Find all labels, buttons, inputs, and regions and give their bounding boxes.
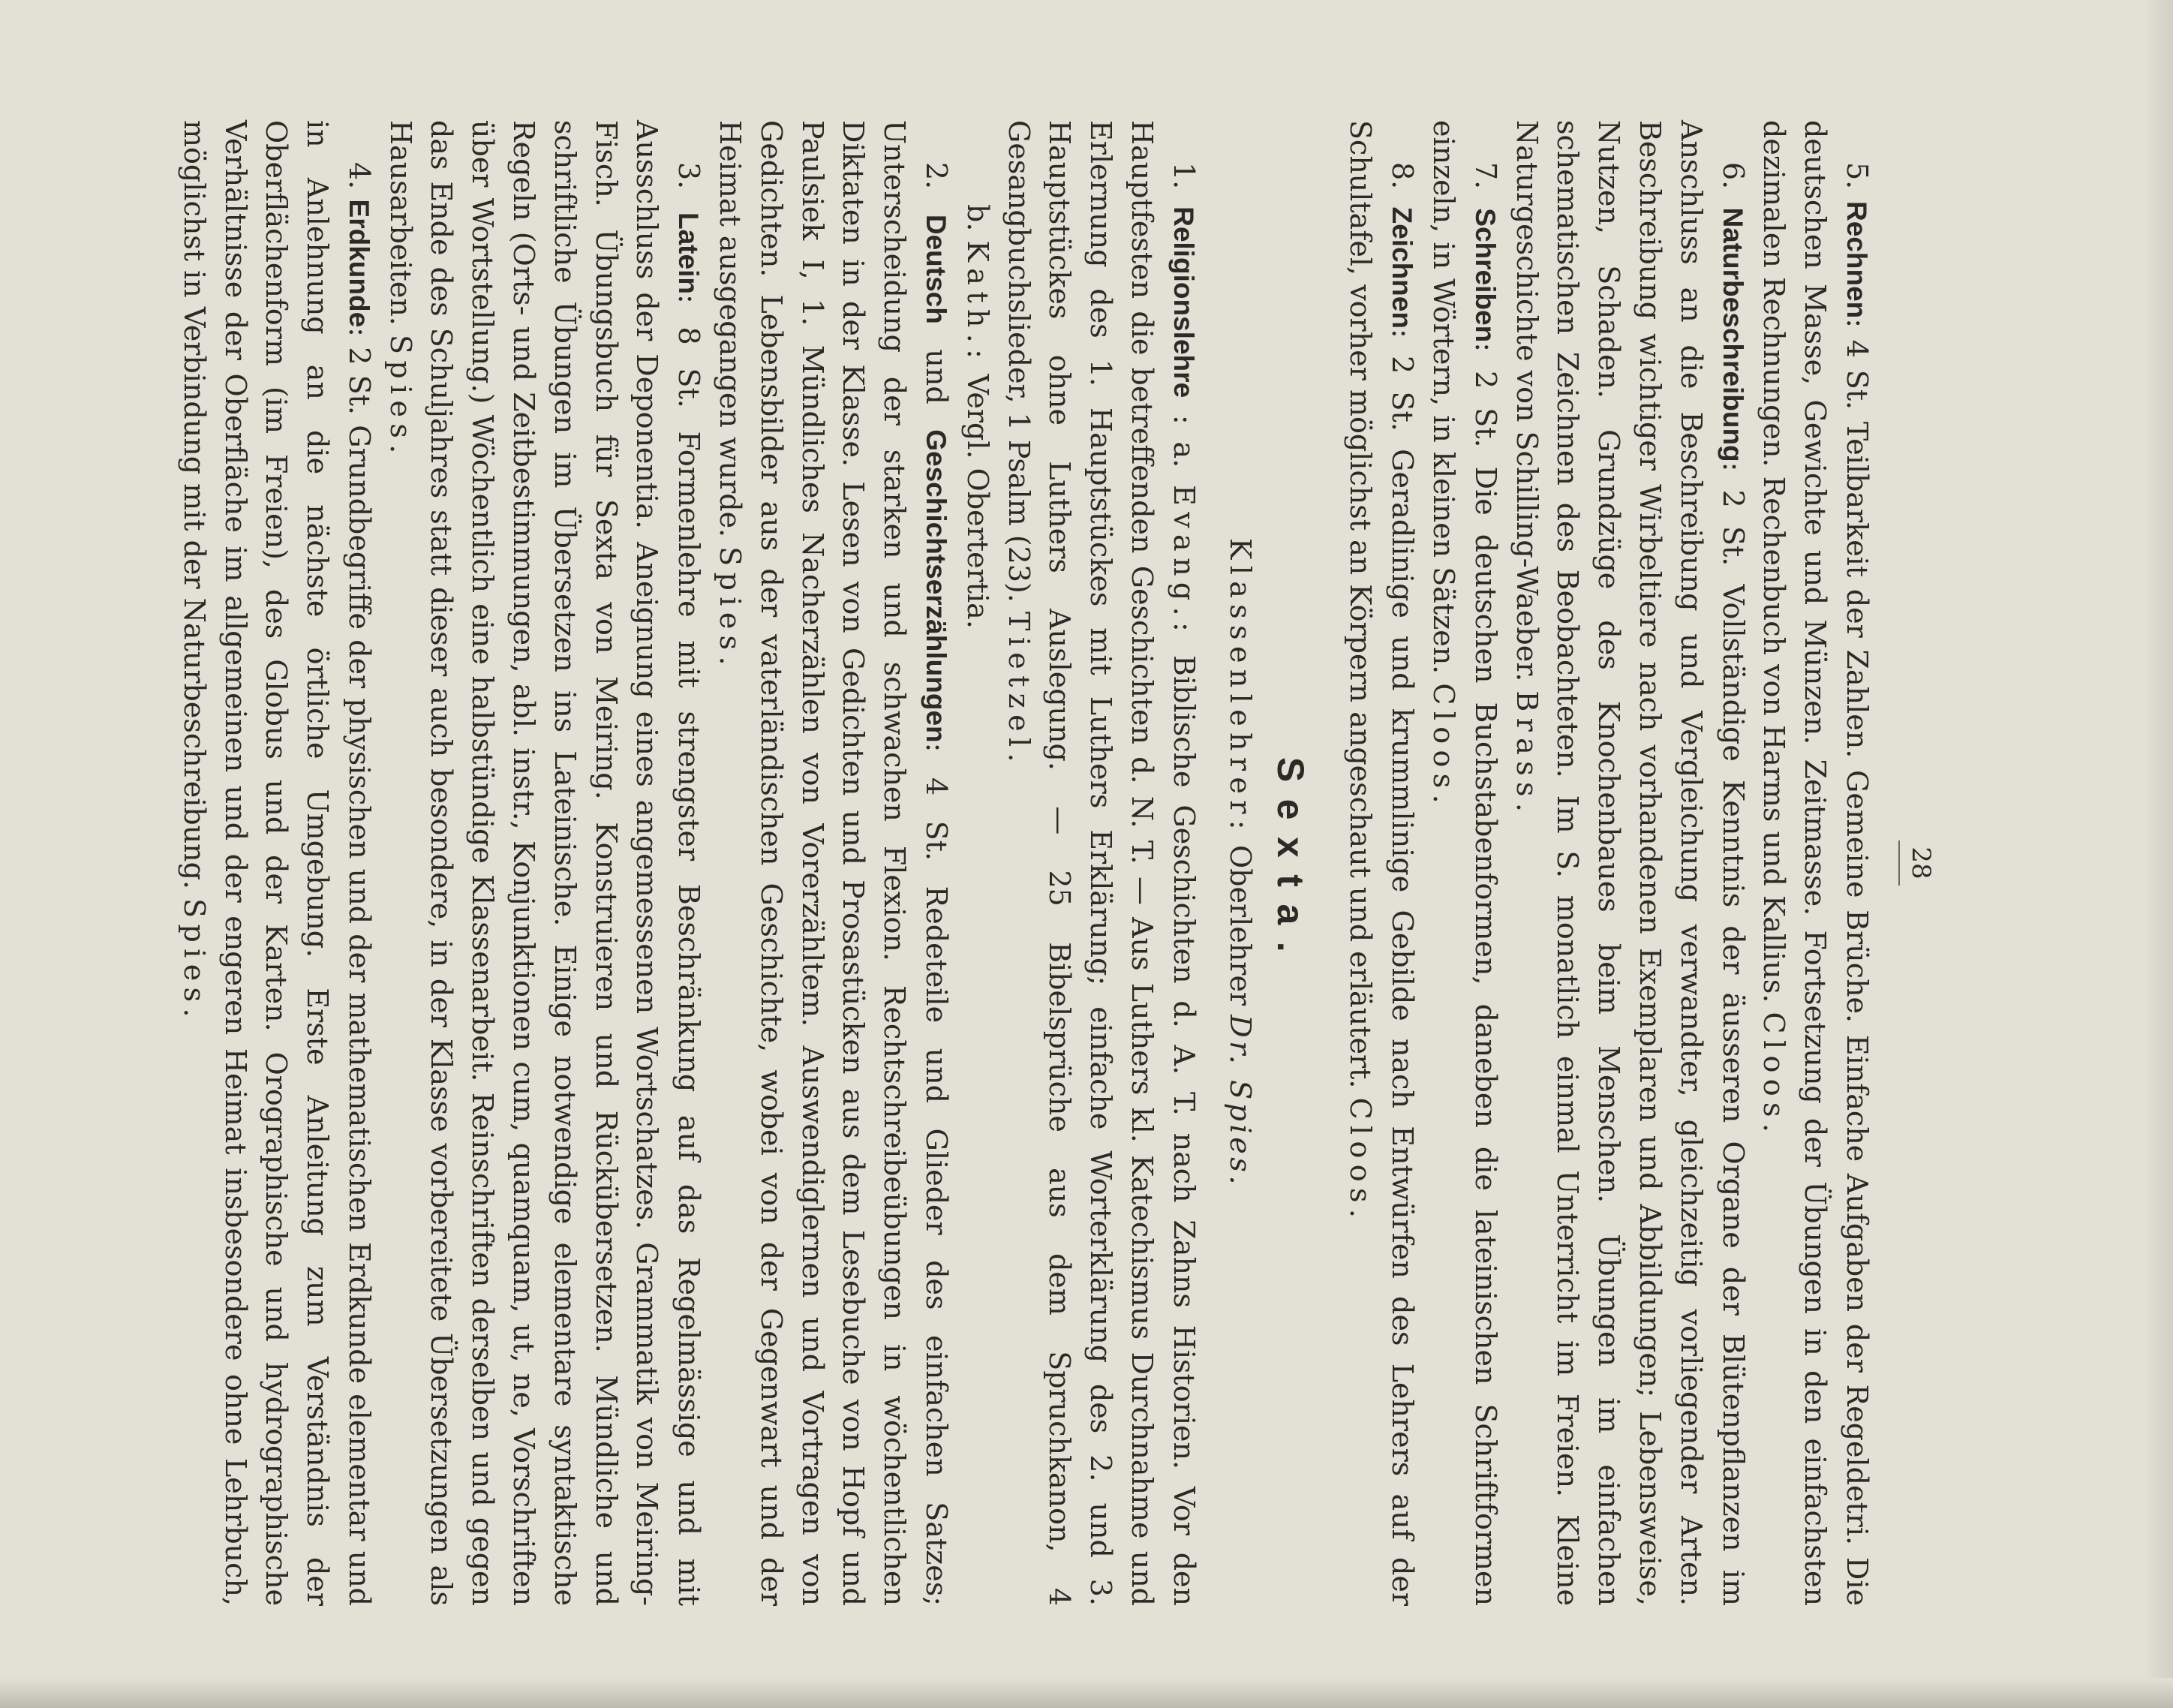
item-number: 7. xyxy=(1468,162,1502,190)
item-text: : 2 St. Vollständige Kenntnis der äusseren Organe der Blütenpflanzen im Anschluss an die Beschreibung und Vergleichung verwandter, gleichzeitig vorliegender Arten. Beschreibung wichtiger Wirbeltiere nach vorhandenen Exemplaren und Abbildungen; Lebensweise, Nutzen, Schaden. Grundzüge des Knochenbaues beim Menschen. Übungen im einfachen schematischen Zeichnen des Beobachteten. Im S. monatlich einmal Unterricht im Freien. Kleine Naturgeschichte von Schilling-Waeber. xyxy=(1510,120,1750,1606)
page-number: 28 xyxy=(1906,846,1936,880)
item-number: 6. xyxy=(1716,162,1750,190)
item-number: 5. xyxy=(1841,162,1874,190)
subject-heading-secondary: Geschichtserzählungen xyxy=(921,429,952,743)
item-religionslehre xyxy=(998,120,1204,1606)
item-separator: : a. xyxy=(1167,398,1201,468)
class-teacher-label: Klassenlehrer: xyxy=(1223,538,1257,836)
item-rechnen xyxy=(1754,120,1877,1606)
denomination-label: Kath.: xyxy=(960,240,994,365)
item-text: : 4 St. Teilbarkeit der Zahlen. Gemeine Brüche. Einfache Aufgaben der Regeldetri. Die deutschen Masse, Gewichte und Münzen. Zeitmasse. Fortsetzung der Übungen in den einfachsten dezimalen Rechnungen. Rechenbuch von Harms und Kallius. xyxy=(1757,120,1874,1606)
item-text: : 4 St. Redeteile und Glieder des einfachen Satzes; Unterscheidung der starken und schwachen Flexion. Rechtschreibeübungen in wöchentlichen Diktaten in der Klasse. Lesen von Gedichten und Prosastücken aus dem Lesebuche von Hopf und Paulsiek I, 1. Mündliches Nacherzählen von Vorerzähltem. Auswendiglernen und Vortragen von Gedichten. Lebensbilder aus der vaterländischen Geschichte, wobei von der Gegenwart und der Heimat ausgegangen wurde. xyxy=(714,120,954,1606)
item-schreiben xyxy=(1423,120,1506,1606)
page-number-rule xyxy=(1898,840,1900,886)
subject-heading: Religionslehre xyxy=(1168,206,1199,398)
item-number: 2. xyxy=(920,162,954,190)
item-number: 4. xyxy=(342,162,376,190)
subject-heading: Erdkunde xyxy=(343,199,374,328)
subject-heading: Rechnen xyxy=(1841,201,1872,319)
item-prefix: b. xyxy=(960,204,994,232)
teacher-name: Spies. xyxy=(383,334,417,460)
item-text: : 8 St. Formenlehre mit strengster Beschränkung auf das Regelmässige und mit Ausschluss der Deponentia. Aneignung eines angemessenen Wortschatzes. Grammatik von Meiring-Fisch. Übungsbuch für Sexta von Meiring. Konstruieren und Rückübersetzen. Mündliche und schriftliche Übungen im Übersetzen ins Lateinische. Einige notwendige elementare syntaktische Regeln (Orts- und Zeitbestimmungen, abl. instr., Konjunktionen cum, quamquam, ut, ne, Vorschriften über Wortstellung.) Wöchentlich eine halbstündige Klassenarbeit. Reinschriften derselben und gegen das Ende des Schuljahres statt dieser auch besondere, in der Klasse vorbereitete Übersetzungen als Hausarbeiten. xyxy=(383,120,706,1606)
subject-heading: Deutsch xyxy=(921,214,952,324)
class-teacher-name: Dr. Spies. xyxy=(1223,1015,1257,1188)
scan-edge-right xyxy=(2143,0,2173,1708)
item-connector: und xyxy=(920,323,954,430)
scan-edge-bottom xyxy=(0,1678,2173,1708)
teacher-name: Cloos. xyxy=(1344,1097,1378,1225)
subject-heading: Zeichnen xyxy=(1387,206,1418,329)
class-teacher-line xyxy=(1219,120,1261,1606)
item-text: : 2 St. Grundbegriffe der physischen und der mathematischen Erdkunde elementar und in Anlehnung an die nächste örtliche Umgebung. Erste Anleitung zum Verständnis der Oberflächenform (im Freien), des Globus und der Karten. Orographische und hydrographische Verhältnisse der Oberfläche im allgemeinen und der engeren Heimat insbesondere ohne Lehrbuch, möglichst in Verbindung mit der Naturbeschreibung. xyxy=(177,120,376,1606)
item-religion-kath xyxy=(957,120,998,1606)
class-teacher-rank: Oberlehrer xyxy=(1223,845,1257,1006)
item-text: : 2 St. Geradlinige und krummlinige Gebilde nach Entwürfen des Lehrers auf der Schultafel, vorher möglichst an Körpern angeschaut und erläutert. xyxy=(1344,120,1420,1606)
subject-heading: Schreiben xyxy=(1469,208,1501,343)
item-erdkunde xyxy=(173,120,380,1606)
item-latein xyxy=(380,120,709,1606)
document-page xyxy=(150,120,1936,1606)
item-zeichnen xyxy=(1340,120,1423,1606)
subject-heading: Latein xyxy=(673,212,705,294)
teacher-name: Tietzel. xyxy=(1002,612,1035,768)
item-naturbeschreibung xyxy=(1506,120,1754,1606)
subject-heading: Naturbeschreibung xyxy=(1717,207,1748,462)
teacher-name: Cloos. xyxy=(1757,1012,1791,1139)
item-number: 1. xyxy=(1167,162,1201,190)
item-deutsch xyxy=(709,120,957,1606)
teacher-name: Brass. xyxy=(1510,690,1543,819)
teacher-name: Spies. xyxy=(714,546,747,672)
teacher-name: Cloos. xyxy=(1427,683,1461,810)
item-number: 3. xyxy=(672,162,706,190)
item-text: : 2 St. Die deutschen Buchstabenformen, daneben die lateinischen Schriftformen einzeln, in Wörtern, in kleinen Sätzen. xyxy=(1427,120,1502,1606)
denomination-label: Evang.: xyxy=(1167,485,1201,639)
item-number: 8. xyxy=(1386,162,1420,190)
section-title: Sexta. xyxy=(1269,756,1312,970)
teacher-name: Spies. xyxy=(177,898,211,1024)
item-text: Biblische Geschichten d. A. T. nach Zahns Historien. Vor den Hauptfesten die betreffenden Geschichten d. N. T. — Aus Luthers kl. Katechismus Durchnahme und Erlernung des 1. Hauptstückes mit Luthers Erklärung; einfache Worterklärung des 2. und 3. Hauptstückes ohne Luthers Auslegung. — 25 Bibelsprüche aus dem Spruchkanon, 4 Gesangbuchslieder, 1 Psalm (23). xyxy=(1002,120,1201,1606)
item-text: Vergl. Obertertia. xyxy=(960,374,994,629)
